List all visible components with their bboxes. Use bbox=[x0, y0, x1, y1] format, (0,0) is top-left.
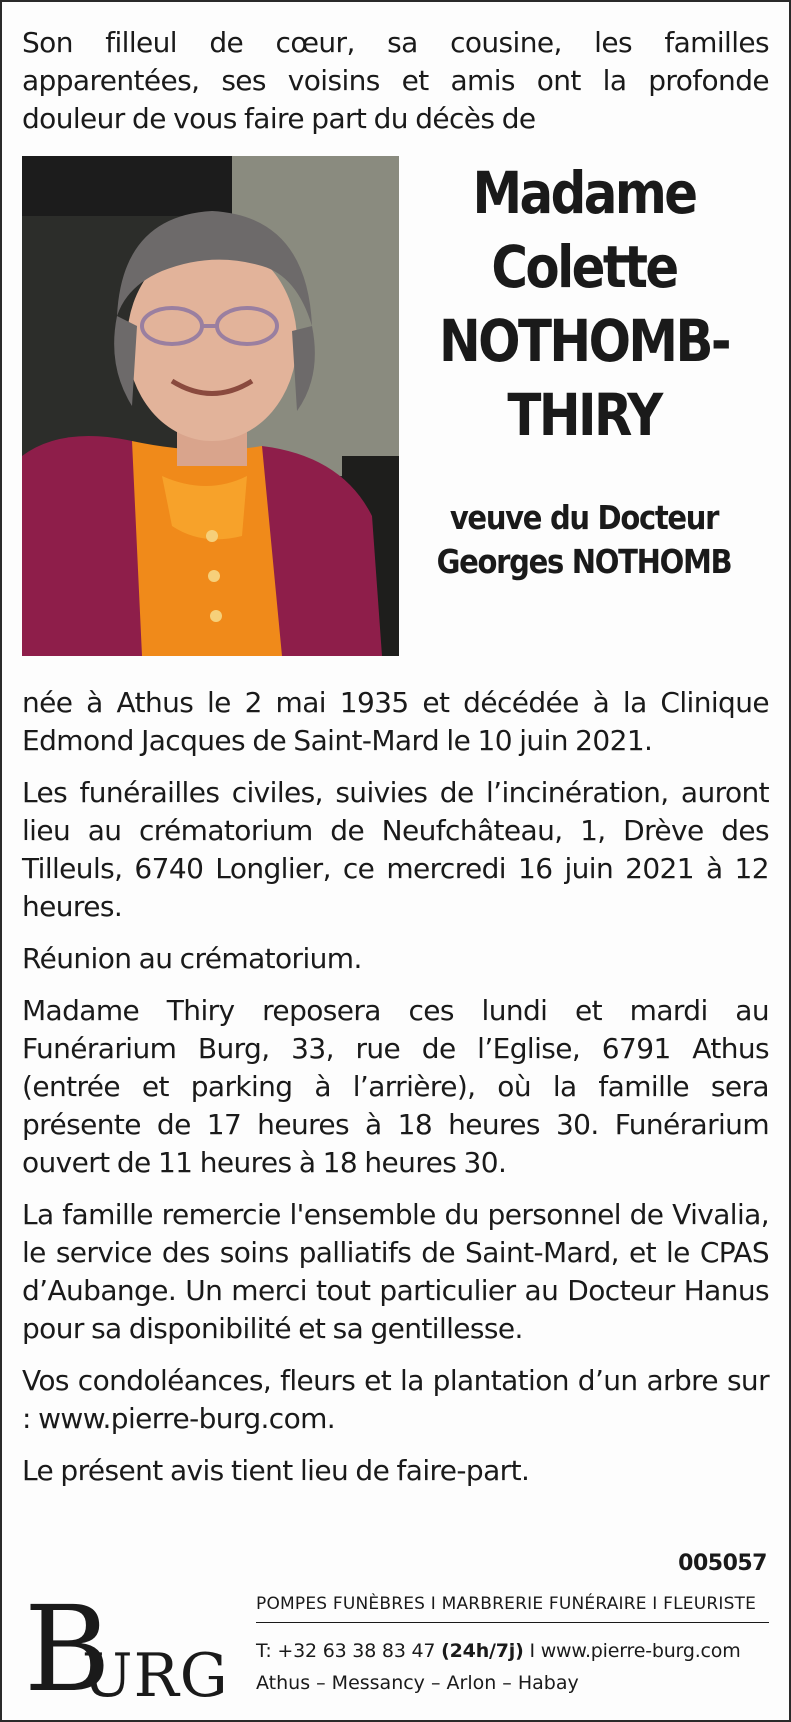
phone-hours: (24h/7j) bbox=[441, 1640, 524, 1662]
portrait-photo bbox=[22, 156, 399, 656]
towns-line: Athus – Messancy – Arlon – Habay bbox=[256, 1672, 579, 1694]
portrait-illustration bbox=[22, 156, 399, 656]
deceased-name-block bbox=[399, 156, 769, 656]
meeting-paragraph: Réunion au crématorium. bbox=[22, 942, 362, 975]
notice-paragraph: Le présent avis tient lieu de faire-part. bbox=[22, 1454, 530, 1487]
funeral-paragraph: Les funérailles civiles, suivies de l’incinération, auront lieu au crématorium de Neufchâteau, 1, Drève des Tilleuls, 6740 Longlier, ce mercredi 16 juin 2021 à 12 heures. bbox=[22, 776, 769, 923]
intro-text: Son filleul de cœur, sa cousine, les familles apparentées, ses voisins et amis ont la profonde douleur de vous faire part du décès de bbox=[22, 26, 769, 135]
contact-line bbox=[256, 1640, 741, 1662]
widow-line-1: veuve du Docteur bbox=[449, 498, 719, 537]
deceased-title: Madame bbox=[472, 159, 696, 227]
widow-line-2: Georges NOTHOMB bbox=[436, 542, 732, 581]
reference-number: 005057 bbox=[678, 1551, 767, 1576]
contact-separator: I bbox=[529, 1640, 535, 1662]
deceased-surname-line-1: NOTHOMB- bbox=[438, 307, 730, 375]
visitation-paragraph: Madame Thiry reposera ces lundi et mardi au Funérarium Burg, 33, rue de l’Eglise, 6791 Athus (entrée et parking à l’arrière), où la famille sera présente de 17 heures à 18 heures 30. Funérarium ouvert de 11 heures à 18 heures 30. bbox=[22, 994, 769, 1179]
birth-death-paragraph: née à Athus le 2 mai 1935 et décédée à la Clinique Edmond Jacques de Saint-Mard le 10 juin 2021. bbox=[22, 686, 769, 757]
condolences-paragraph: Vos condoléances, fleurs et la plantation d’un arbre sur : www.pierre-burg.com. bbox=[22, 1364, 769, 1435]
thanks-paragraph: La famille remercie l'ensemble du personnel de Vivalia, le service des soins palliatifs de Saint-Mard, et le CPAS d’Aubange. Un merci tout particulier au Docteur Hanus pour sa disponibilité et sa gentillesse. bbox=[22, 1198, 769, 1345]
deceased-surname-line-2: THIRY bbox=[507, 381, 661, 449]
logo-initial: B bbox=[24, 1580, 111, 1718]
services-line: POMPES FUNÈBRES I MARBRERIE FUNÉRAIRE I FLEURISTE bbox=[256, 1594, 769, 1623]
phone-number: T: +32 63 38 83 47 bbox=[256, 1640, 436, 1662]
website-link[interactable]: www.pierre-burg.com bbox=[540, 1640, 741, 1662]
funeral-home-footer bbox=[24, 1580, 769, 1718]
deceased-first-name: Colette bbox=[491, 233, 677, 301]
portrait-and-name bbox=[22, 156, 769, 656]
logo-rest: URG bbox=[82, 1641, 229, 1711]
